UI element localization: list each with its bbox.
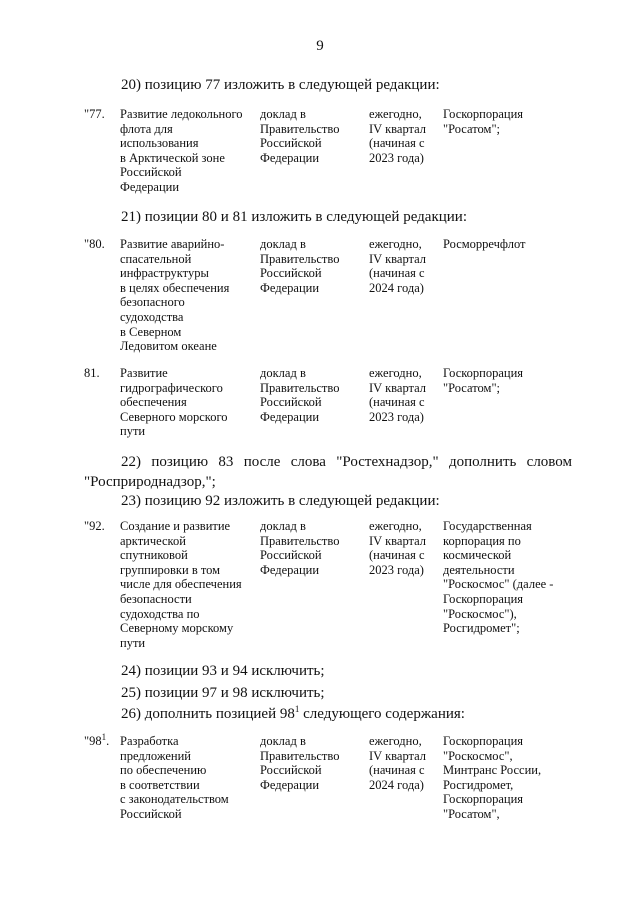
- instruction-21: 21) позиции 80 и 81 изложить в следующей редакции:: [121, 209, 467, 225]
- position-number-main: "98: [84, 734, 102, 748]
- responsible-executor: Государственная корпорация по космической деятельности "Роскосмос" (далее - Госкорпорация "Роскосмос"), Росгидромет";: [443, 519, 554, 636]
- instruction-24: 24) позиции 93 и 94 исключить;: [121, 663, 325, 679]
- report-type: доклад в Правительство Российской Федерации: [260, 107, 340, 165]
- measure-name: Развитие гидрографического обеспечения Северного морского пути: [120, 366, 228, 439]
- deadline: ежегодно, IV квартал (начиная с 2024 года): [369, 237, 427, 295]
- deadline: ежегодно, IV квартал (начиная с 2023 года): [369, 519, 427, 577]
- page-number: 9: [316, 38, 324, 54]
- position-number: "80.: [84, 237, 105, 251]
- position-number-superscript: 1: [101, 731, 107, 742]
- measure-name: Разработка предложений по обеспечению в соответствии с законодательством Российской: [120, 734, 229, 821]
- report-type: доклад в Правительство Российской Федерации: [260, 366, 340, 424]
- responsible-executor: Госкорпорация "Роскосмос", Минтранс России, Росгидромет, Госкорпорация "Росатом",: [443, 734, 542, 821]
- measure-name: Создание и развитие арктической спутниковой группировки в том числе для обеспечения безопасности судоходства по Северному морскому пути: [120, 519, 242, 650]
- instruction-26-text: 26) дополнить позицией 98: [121, 706, 295, 722]
- deadline: ежегодно, IV квартал (начиная с 2024 года): [369, 734, 427, 792]
- measure-name: Развитие аварийно- спасательной инфраструктуры в целях обеспечения безопасного судоходства в Северном Ледовитом океане: [120, 237, 230, 354]
- responsible-executor: Госкорпорация "Росатом";: [443, 107, 524, 136]
- position-number: [84, 731, 110, 749]
- instruction-26-text-tail: следующего содержания:: [299, 706, 465, 722]
- instruction-26: [121, 705, 465, 723]
- responsible-executor: Росморречфлот: [443, 237, 526, 251]
- measure-name: Развитие ледокольного флота для использования в Арктической зоне Российской Федерации: [120, 107, 243, 194]
- instruction-23: 23) позицию 92 изложить в следующей редакции:: [121, 493, 440, 509]
- instruction-20: 20) позицию 77 изложить в следующей редакции:: [121, 77, 440, 93]
- responsible-executor: Госкорпорация "Росатом";: [443, 366, 524, 395]
- position-number: "77.: [84, 107, 105, 121]
- instruction-25: 25) позиции 97 и 98 исключить;: [121, 685, 325, 701]
- position-number: "92.: [84, 519, 105, 533]
- instruction-26-superscript: 1: [294, 704, 300, 714]
- instruction-22-line-1: 22) позицию 83 после слова "Ростехнадзор," дополнить словом: [121, 454, 572, 470]
- position-number: 81.: [84, 366, 100, 380]
- instruction-22-line-2: "Росприроднадзор,";: [84, 474, 216, 490]
- deadline: ежегодно, IV квартал (начиная с 2023 года): [369, 107, 427, 165]
- report-type: доклад в Правительство Российской Федерации: [260, 734, 340, 792]
- deadline: ежегодно, IV квартал (начиная с 2023 года): [369, 366, 427, 424]
- report-type: доклад в Правительство Российской Федерации: [260, 519, 340, 577]
- instruction-22: [84, 452, 572, 492]
- report-type: доклад в Правительство Российской Федерации: [260, 237, 340, 295]
- position-number-tail: .: [106, 734, 110, 748]
